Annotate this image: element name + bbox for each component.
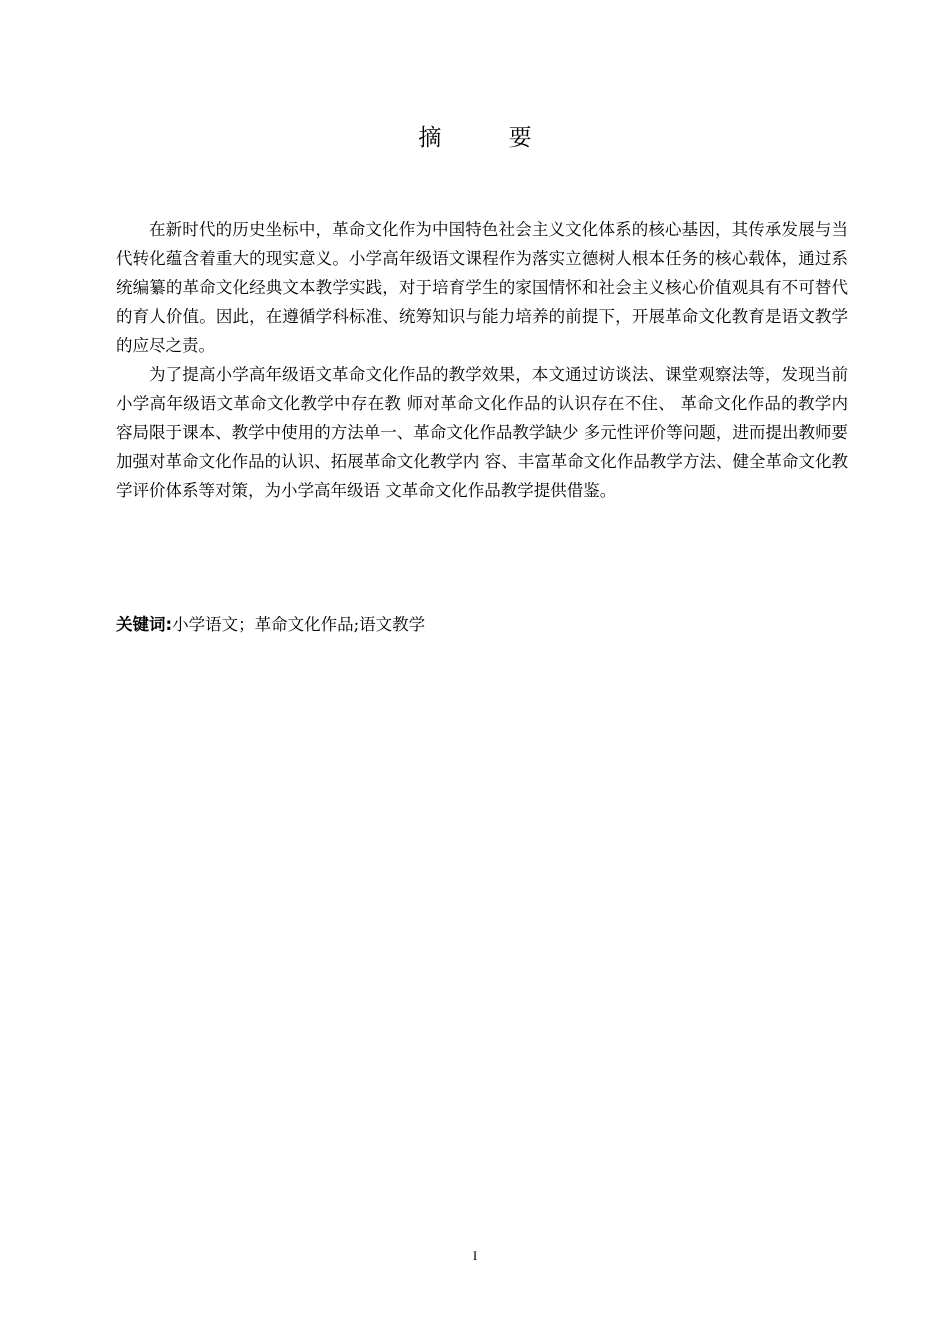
abstract-paragraph-2: 为了提高小学高年级语文革命文化作品的教学效果，本文通过访谈法、课堂观察法等，发现当前小学高年级语文革命文化教学中存在教 师对革命文化作品的认识存在不住、 革命文化作品的教学内容局限于课本、教学中使用的方法单一、革命文化作品教学缺少 多元性评价等问题，进而提出教师要加强对革命文化作品的认识、拓展革命文化教学内 容、丰富革命文化作品教学方法、健全革命文化教学评价体系等对策，为小学高年级语 文革命文化作品教学提供借鉴。 [116, 365, 848, 500]
abstract-paragraph-1: 在新时代的历史坐标中，革命文化作为中国特色社会主义文化体系的核心基因，其传承发展与当代转化蕴含着重大的现实意义。小学高年级语文课程作为落实立德树人根本任务的核心载体，通过系统编纂的革命文化经典文本教学实践，对于培育学生的家国情怀和社会主义核心价值观具有不可替代的育人价值。因此，在遵循学科标准、统筹知识与能力培养的前提下，开展革命文化教育是语文教学的应尽之责。 [116, 220, 848, 355]
keywords-line [116, 610, 848, 639]
abstract-body [116, 215, 848, 505]
page-title: 摘 要 [418, 125, 562, 151]
page-number: I [472, 1248, 478, 1263]
keywords-text: 小学语文；革命文化作品;语文教学 [172, 615, 426, 634]
keywords-label: 关键词: [116, 615, 173, 634]
